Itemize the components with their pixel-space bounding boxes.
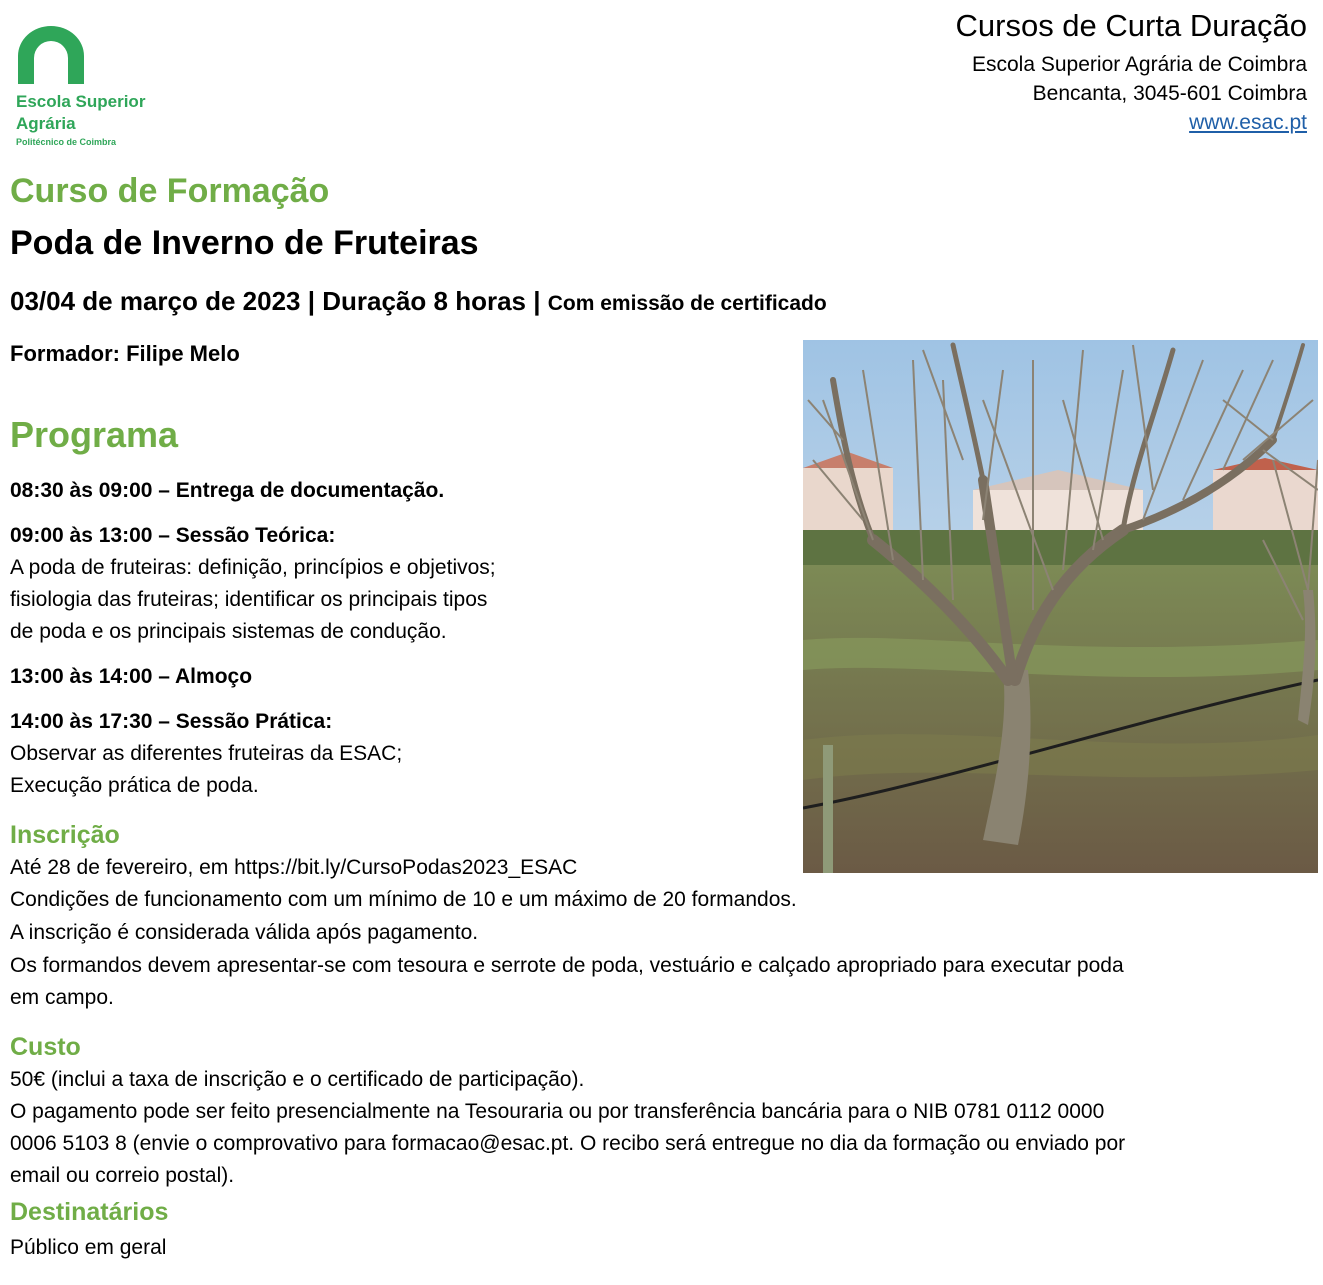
cost-heading: Custo <box>10 1033 81 1061</box>
school-logo <box>14 26 184 152</box>
cost-line-1: 50€ (inclui a taxa de inscrição e o certificado de participação). <box>10 1068 585 1091</box>
cost-line-4: email ou correio postal). <box>10 1164 235 1187</box>
program-session-2-line-3: de poda e os principais sistemas de condução. <box>10 620 447 643</box>
program-heading: Programa <box>10 414 179 455</box>
program-session-2-line-1: A poda de fruteiras: definição, princípios e objetivos; <box>10 556 496 579</box>
course-label: Curso de Formação <box>10 172 330 210</box>
registration-line-3: A inscrição é considerada válida após pagamento. <box>10 921 479 944</box>
pruned-fruit-tree-icon <box>803 340 1318 873</box>
website-link[interactable]: www.esac.pt <box>1189 111 1307 134</box>
arch-logo-icon <box>16 26 86 86</box>
course-certificate: Com emissão de certificado <box>547 292 827 315</box>
cost-line-2: O pagamento pode ser feito presencialmente na Tesouraria ou por transferência bancária para o NIB 0781 0112 0000 <box>10 1100 1105 1123</box>
program-session-1: 08:30 às 09:00 – Entrega de documentação. <box>10 479 445 502</box>
logo-line-1: Escola Superior <box>16 92 146 111</box>
program-session-2-title: 09:00 às 13:00 – Sessão Teórica: <box>10 524 336 547</box>
registration-line-4: Os formandos devem apresentar-se com tesoura e serrote de poda, vestuário e calçado apropriado para executar poda <box>10 954 1124 977</box>
course-meta: 03/04 de março de 2023 | Duração 8 horas | Com emissão de certificado <box>10 286 827 316</box>
course-title: Poda de Inverno de Fruteiras <box>10 224 479 262</box>
registration-line-5: em campo. <box>10 986 114 1009</box>
registration-heading: Inscrição <box>10 821 120 849</box>
program-session-4-line-2: Execução prática de poda. <box>10 774 259 797</box>
logo-line-3: Politécnico de Coimbra <box>16 137 117 147</box>
pruned-fruit-tree-photo <box>803 340 1318 873</box>
program-session-4-line-1: Observar as diferentes fruteiras da ESAC; <box>10 742 403 765</box>
header-title: Cursos de Curta Duração <box>955 8 1307 43</box>
registration-line-2: Condições de funcionamento com um mínimo de 10 e um máximo de 20 formandos. <box>10 888 797 911</box>
logo-line-2: Agrária <box>16 114 76 133</box>
cost-line-3: 0006 5103 8 (envie o comprovativo para formacao@esac.pt. O recibo será entregue no dia da formação ou enviado por <box>10 1132 1126 1155</box>
program-session-2-line-2: fisiologia das fruteiras; identificar os principais tipos <box>10 588 488 611</box>
course-duration: Duração 8 horas <box>322 286 527 316</box>
trainer: Formador: Filipe Melo <box>10 341 240 366</box>
header-address: Bencanta, 3045-601 Coimbra <box>1032 82 1307 105</box>
program-session-4-title: 14:00 às 17:30 – Sessão Prática: <box>10 710 333 733</box>
audience-heading: Destinatários <box>10 1198 169 1226</box>
audience-line-1: Público em geral <box>10 1236 167 1259</box>
course-date: 03/04 de março de 2023 <box>10 286 301 316</box>
registration-line-1: Até 28 de fevereiro, em https://bit.ly/CursoPodas2023_ESAC <box>10 856 578 879</box>
header-school: Escola Superior Agrária de Coimbra <box>972 53 1307 76</box>
program-session-3: 13:00 às 14:00 – Almoço <box>10 665 253 688</box>
